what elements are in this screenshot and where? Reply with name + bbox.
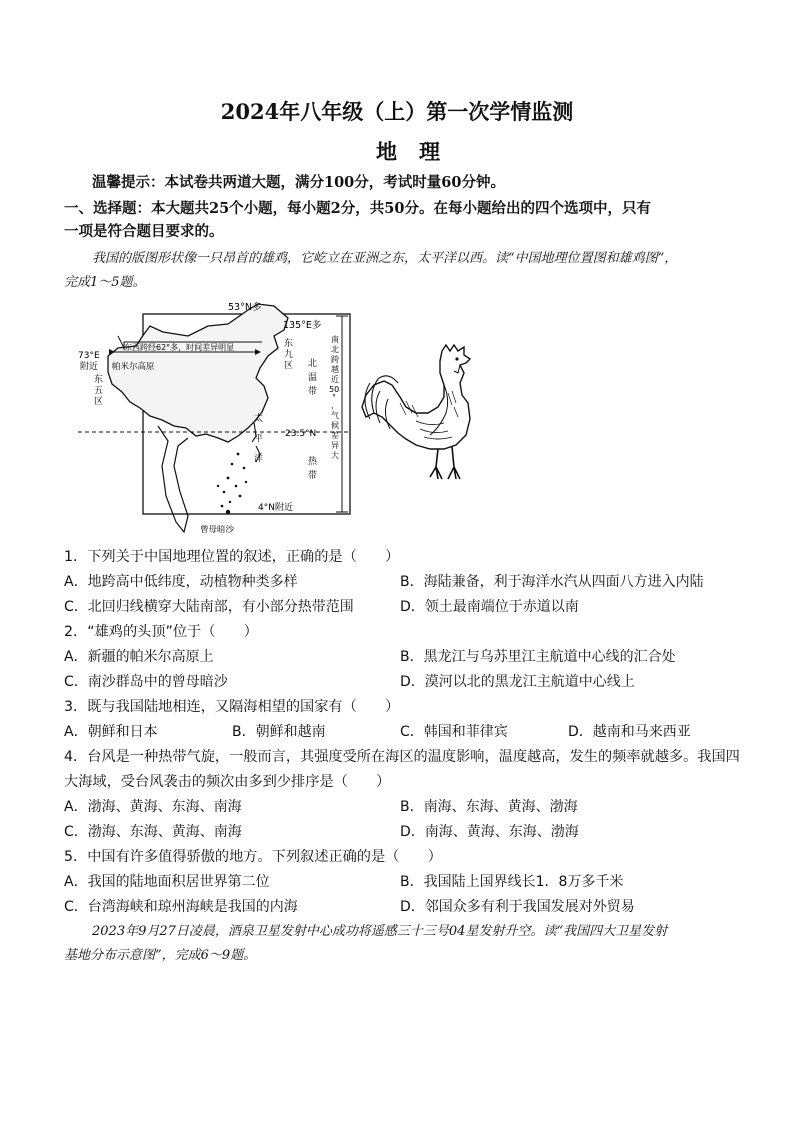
label-temperate-2: 温 <box>308 373 318 383</box>
label-pacific-1: 太 <box>254 414 264 424</box>
q2-option-a[interactable]: A．新疆的帕米尔高原上 <box>64 649 214 665</box>
q5-option-b[interactable]: B．我国陆上国界线长1．8万多千米 <box>400 874 624 890</box>
q3-option-b[interactable]: B．朝鲜和越南 <box>232 724 326 740</box>
label-zone5-3: 区 <box>94 397 104 407</box>
q4-option-c[interactable]: C．渤海、东海、黄海、南海 <box>64 824 242 840</box>
q1-option-b[interactable]: B．海陆兼备，利于海洋水汽从四面八方进入内陆 <box>400 574 704 590</box>
label-zone5-2: 五 <box>94 386 104 396</box>
svg-text:南: 南 <box>331 335 339 344</box>
label-time-diff: 东西跨经62°多，时间差异明显 <box>124 343 235 352</box>
intro-line2: 完成1～5题。 <box>64 275 146 290</box>
label-zone9-2: 九 <box>284 350 294 360</box>
label-73E-near: 附近 <box>80 362 99 372</box>
svg-text:近: 近 <box>331 375 339 384</box>
exam-title: 2024年八年级（上）第一次学情监测 <box>220 99 574 124</box>
label-ns-span <box>329 334 339 460</box>
q5-option-c[interactable]: C．台湾海峡和琼州海峡是我国的内海 <box>64 899 298 915</box>
q4-option-a[interactable]: A．渤海、黄海、东海、南海 <box>64 799 242 815</box>
svg-text:越: 越 <box>331 365 339 374</box>
q5-option-d[interactable]: D．邻国众多有利于我国发展对外贸易 <box>400 899 635 915</box>
svg-text:气: 气 <box>331 411 339 420</box>
q1-option-d[interactable]: D．领土最南端位于赤道以南 <box>400 599 579 615</box>
label-temperate-1: 北 <box>308 359 318 369</box>
q2-option-d[interactable]: D．漠河以北的黑龙江主航道中心线上 <box>400 674 635 690</box>
svg-text:跨: 跨 <box>331 355 339 364</box>
q1-option-a[interactable]: A．地跨高中低纬度，动植物种类多样 <box>64 574 298 590</box>
q3-stem: 3．既与我国陆地相连，又隔海相望的国家有（ ） <box>64 699 400 715</box>
intro2-line2: 基地分布示意图”，完成6～9题。 <box>64 948 257 963</box>
label-tropic: 23.5°N <box>285 429 317 439</box>
svg-text:50: 50 <box>329 385 340 394</box>
china-location-map <box>78 296 366 540</box>
q4-option-b[interactable]: B．南海、东海、黄海、渤海 <box>400 799 578 815</box>
exam-tip: 温馨提示：本试卷共两道大题，满分100分，考试时量60分钟。 <box>92 174 505 191</box>
section-heading-line1: 一、选择题：本大题共25个小题，每小题2分，共50分。在每小题给出的四个选项中，只有 <box>64 200 651 217</box>
q4-option-d[interactable]: D．南海、黄海、东海、渤海 <box>400 824 579 840</box>
label-pacific-3: 洋 <box>254 454 264 464</box>
intro2-line1: 2023年9月27日凌晨，酒泉卫星发射中心成功将遥感三十三号04星发射升空。读“我国四大卫星发射 <box>92 924 668 939</box>
q2-stem: 2．“雄鸡的头顶”位于（ ） <box>64 624 258 640</box>
subject-title: 地理 <box>376 139 462 164</box>
label-zengmu: 曾母暗沙 <box>200 525 235 535</box>
label-pacific-2: 平 <box>254 434 264 444</box>
intro-line1: 我国的版图形状像一只昂首的雄鸡，它屹立在亚洲之东，太平洋以西。读“中国地理位置图和雄鸡图”， <box>92 251 678 266</box>
q2-option-c[interactable]: C．南沙群岛中的曾母暗沙 <box>64 674 228 690</box>
label-pamir: 帕米尔高原 <box>112 362 155 372</box>
q3-option-c[interactable]: C．韩国和菲律宾 <box>400 724 508 740</box>
svg-text:，: ， <box>331 401 339 410</box>
label-tropical-2: 带 <box>308 471 318 481</box>
label-temperate-3: 带 <box>308 387 318 397</box>
q3-option-d[interactable]: D．越南和马来西亚 <box>568 724 691 740</box>
svg-text:大: 大 <box>331 451 339 460</box>
label-73E: 73°E <box>78 351 100 361</box>
q5-option-a[interactable]: A．我国的陆地面积居世界第二位 <box>64 874 270 890</box>
q4-stem-line2: 大海域，受台风袭击的频次由多到少排序是（ ） <box>64 774 391 790</box>
svg-text:异: 异 <box>331 441 339 450</box>
label-zone9-3: 区 <box>284 361 294 371</box>
q3-option-a[interactable]: A．朝鲜和日本 <box>64 724 158 740</box>
svg-text:北: 北 <box>331 345 339 354</box>
rooster-illustration <box>360 343 485 488</box>
q5-stem: 5．中国有许多值得骄傲的地方。下列叙述正确的是（ ） <box>64 849 442 865</box>
q2-option-b[interactable]: B．黑龙江与乌苏里江主航道中心线的汇合处 <box>400 649 676 665</box>
svg-text:候: 候 <box>331 421 339 430</box>
label-tropical-1: 热 <box>308 457 318 467</box>
q4-stem-line1: 4．台风是一种热带气旋，一般而言，其强度受所在海区的温度影响，温度越高，发生的频率就越多。我国四 <box>64 749 740 765</box>
label-135E: 135°E多 <box>283 320 322 331</box>
svg-text:差: 差 <box>331 431 339 440</box>
label-4N: 4°N附近 <box>258 503 293 513</box>
label-53N: 53°N多 <box>228 302 262 313</box>
label-zone5-1: 东 <box>94 375 104 385</box>
q1-option-c[interactable]: C．北回归线横穿大陆南部，有小部分热带范围 <box>64 599 354 615</box>
label-zone9-1: 东 <box>284 339 294 349</box>
q1-stem: 1．下列关于中国地理位置的叙述，正确的是（ ） <box>64 549 400 565</box>
section-heading-line2: 一项是符合题目要求的。 <box>64 223 224 240</box>
svg-text:°: ° <box>332 393 336 402</box>
